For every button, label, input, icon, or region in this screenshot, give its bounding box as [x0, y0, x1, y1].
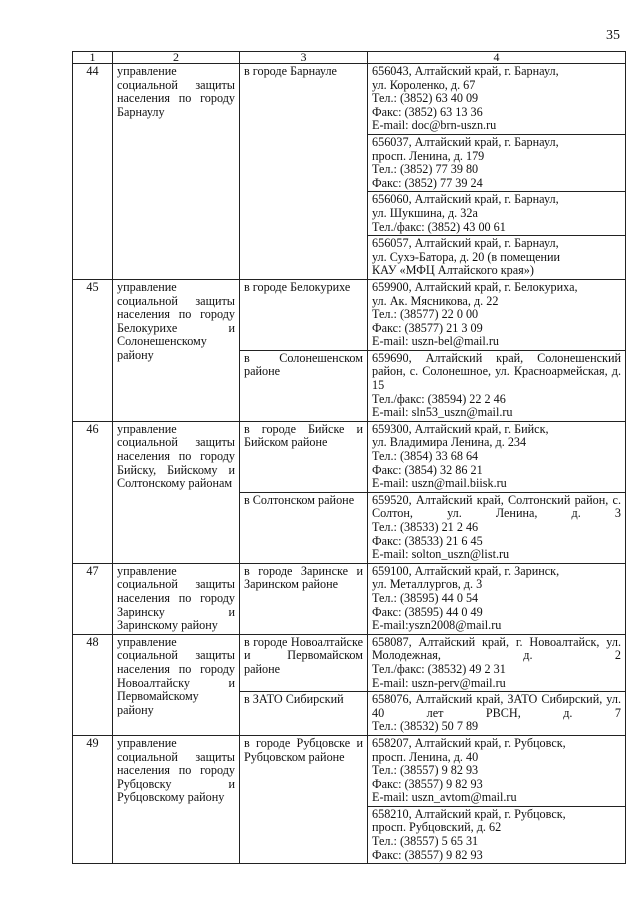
phone-line: Тел.: (38595) 44 0 54	[372, 590, 479, 605]
fax-line: Факс: (38557) 9 82 93	[372, 776, 483, 791]
organization-name: управление социальной защиты населения по городу Рубцовску и Рубцовскому району	[113, 735, 240, 863]
address-line: 658207, Алтайский край, г. Рубцовск,	[372, 735, 566, 750]
email-line: E-mail: solton_uszn@list.ru	[372, 547, 510, 562]
phone-line: Тел.: (3852) 77 39 80	[372, 162, 479, 177]
row-number: 46	[73, 421, 113, 563]
column-header: 2	[113, 52, 240, 64]
table-body	[73, 64, 626, 864]
address-line: 658087, Алтайский край, г. Новоалтайск, ул. Молодежная, д. 2	[372, 634, 621, 663]
contact-block	[368, 563, 626, 634]
service-area: в городе Белокурихе	[240, 279, 368, 350]
fax-line: Факс: (3852) 63 13 36	[372, 104, 483, 119]
address-line: ул. Металлургов, д. 3	[372, 577, 483, 592]
service-area: в городе Рубцовске и Рубцовском районе	[240, 735, 368, 863]
column-header: 1	[73, 52, 113, 64]
phone-line: Тел.: (38533) 21 2 46	[372, 520, 479, 534]
contact-block	[368, 64, 626, 135]
address-line: 659520, Алтайский край, Солтонский район, с. Солтон, ул. Ленина, д. 3	[372, 492, 621, 521]
organization-name: управление социальной защиты населения по городу Заринску и Заринскому району	[113, 563, 240, 634]
address-line: просп. Рубцовский, д. 62	[372, 820, 502, 835]
table-row	[73, 735, 626, 806]
fax-line: Факс: (38595) 44 0 49	[372, 604, 483, 619]
address-line: 658210, Алтайский край, г. Рубцовск,	[372, 806, 566, 821]
row-number: 45	[73, 279, 113, 421]
organization-name: управление социальной защиты населения по городу Бийску, Бийскому и Солтонскому районам	[113, 421, 240, 563]
row-number: 48	[73, 634, 113, 735]
organization-name: управление социальной защиты населения по городу Белокурихе и Солонешенскому району	[113, 279, 240, 421]
address-line: 656043, Алтайский край, г. Барнаул,	[372, 64, 559, 78]
service-area: в городе Новоалтайске и Первомайском районе	[240, 634, 368, 691]
service-area: в городе Барнауле	[240, 64, 368, 280]
address-line: 659300, Алтайский край, г. Бийск,	[372, 421, 549, 436]
email-line: E-mail: doc@brn-uszn.ru	[372, 118, 497, 133]
table-row	[73, 634, 626, 691]
phone-line: Тел.: (38557) 9 82 93	[372, 763, 479, 778]
address-line: 659900, Алтайский край, г. Белокуриха,	[372, 279, 578, 294]
email-line: E-mail: sln53_uszn@mail.ru	[372, 405, 513, 420]
row-number: 49	[73, 735, 113, 863]
phone-line: Тел.: (3852) 63 40 09	[372, 91, 479, 106]
contact-block	[368, 634, 626, 691]
fax-line: Факс: (38533) 21 6 45	[372, 533, 483, 548]
contact-block	[368, 279, 626, 350]
address-line: 656057, Алтайский край, г. Барнаул,	[372, 236, 559, 251]
contact-block	[368, 692, 626, 736]
contact-block	[368, 350, 626, 421]
table-row	[73, 563, 626, 634]
contact-block	[368, 192, 626, 236]
contact-block	[368, 421, 626, 492]
address-line: 659690, Алтайский край, Солонешенский район, с. Солонешное, ул. Красноармейская, д. 15	[372, 350, 621, 393]
address-line: ул. Короленко, д. 67	[372, 77, 476, 92]
address-line: ул. Сухэ-Батора, д. 20 (в помещении	[372, 249, 561, 264]
phone-line: Тел./факс: (38532) 49 2 31	[372, 661, 506, 676]
fax-line: Факс: (3852) 77 39 24	[372, 175, 483, 190]
contact-block	[368, 735, 626, 806]
row-number: 47	[73, 563, 113, 634]
email-line: E-mail:yszn2008@mail.ru	[372, 618, 502, 633]
organization-name: управление социальной защиты населения по городу Новоалтайску и Первомайскому району	[113, 634, 240, 735]
phone-line: Тел./факс: (38594) 22 2 46	[372, 391, 506, 406]
service-area: в Солтонском районе	[240, 492, 368, 563]
table-row	[73, 64, 626, 135]
column-header: 4	[368, 52, 626, 64]
row-number: 44	[73, 64, 113, 280]
service-area: в городе Бийске и Бийском районе	[240, 421, 368, 492]
phone-line: Тел.: (38557) 5 65 31	[372, 834, 479, 849]
address-line: ул. Владимира Ленина, д. 234	[372, 435, 527, 450]
phone-line: Тел./факс: (3852) 43 00 61	[372, 219, 506, 234]
table-row	[73, 279, 626, 350]
contact-block	[368, 236, 626, 280]
address-line: 658076, Алтайский край, ЗАТО Сибирский, ул. 40 лет РВСН, д. 7	[372, 692, 621, 720]
address-line: 656060, Алтайский край, г. Барнаул,	[372, 192, 559, 207]
table-row	[73, 421, 626, 492]
service-area: в городе Заринске и Заринском районе	[240, 563, 368, 634]
contact-block	[368, 134, 626, 191]
fax-line: Факс: (38557) 9 82 93	[372, 847, 483, 862]
address-line: 656037, Алтайский край, г. Барнаул,	[372, 134, 559, 149]
email-line: E-mail: uszn_avtom@mail.ru	[372, 790, 517, 805]
service-area: в ЗАТО Сибирский	[240, 692, 368, 736]
fax-line: Факс: (3854) 32 86 21	[372, 462, 483, 477]
contact-block	[368, 806, 626, 863]
organization-name: управление социальной защиты населения по городу Барнаулу	[113, 64, 240, 280]
address-line: 659100, Алтайский край, г. Заринск,	[372, 563, 560, 578]
table-header-row	[73, 52, 626, 64]
page-number: 35	[606, 28, 620, 43]
email-line: E-mail: uszn-bel@mail.ru	[372, 334, 499, 349]
address-line: ул. Шукшина, д. 32а	[372, 205, 478, 220]
fax-line: Факс: (38577) 21 3 09	[372, 320, 483, 335]
service-area: в Солонешенском районе	[240, 350, 368, 421]
contact-block	[368, 492, 626, 563]
column-header: 3	[240, 52, 368, 64]
email-line: E-mail: uszn-perv@mail.ru	[372, 675, 506, 690]
agencies-table	[72, 51, 626, 864]
phone-line: Тел.: (38532) 50 7 89	[372, 719, 479, 734]
phone-line: Тел.: (3854) 33 68 64	[372, 449, 479, 464]
address-line: КАУ «МФЦ Алтайского края»)	[372, 263, 534, 278]
address-line: просп. Ленина, д. 40	[372, 749, 479, 764]
phone-line: Тел.: (38577) 22 0 00	[372, 307, 479, 322]
email-line: E-mail: uszn@mail.biisk.ru	[372, 476, 507, 491]
address-line: ул. Ак. Мясникова, д. 22	[372, 293, 499, 308]
address-line: просп. Ленина, д. 179	[372, 148, 485, 163]
